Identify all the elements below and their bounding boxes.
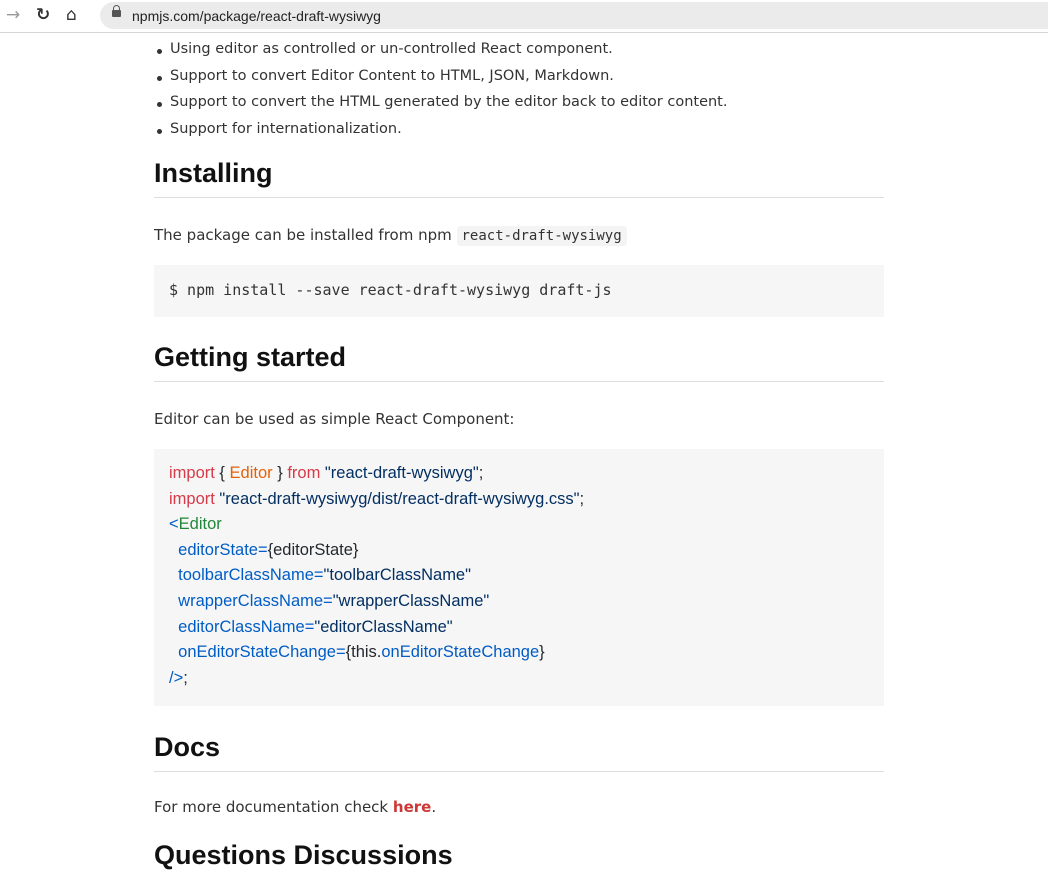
- lock-icon: [112, 10, 121, 17]
- list-item: Using editor as controlled or un-controlled React component.: [154, 41, 727, 68]
- code-token: wrapperClassName=: [169, 591, 333, 610]
- code-line: [169, 512, 869, 538]
- code-token: Editor: [229, 464, 273, 482]
- code-token: ;: [183, 668, 188, 687]
- code-line: [169, 563, 869, 589]
- code-token: />: [169, 668, 184, 687]
- code-token: }: [539, 643, 545, 662]
- package-name: react-draft-wysiwyg: [457, 226, 627, 246]
- code-token: from: [287, 464, 321, 482]
- browser-toolbar: [0, 0, 1048, 33]
- heading-getting-started: Getting started: [154, 342, 884, 382]
- code-token: editorClassName=: [169, 617, 315, 636]
- docs-link[interactable]: here: [392, 798, 432, 816]
- code-token: "react-draft-wysiwyg": [320, 464, 479, 482]
- heading-questions: Questions Discussions: [154, 840, 453, 870]
- code-token: {: [214, 464, 230, 482]
- code-token: {this.: [345, 643, 382, 662]
- code-token: <: [169, 515, 179, 534]
- code-token: onEditorStateChange=: [169, 643, 346, 662]
- code-token: ;: [478, 464, 484, 482]
- install-command: $ npm install --save react-draft-wysiwyg draft-js: [154, 265, 884, 317]
- forward-arrow-icon[interactable]: →: [6, 5, 21, 25]
- code-line: [169, 640, 869, 666]
- code-line: [169, 461, 869, 487]
- url-text: npmjs.com/package/react-draft-wysiwyg: [132, 8, 381, 24]
- heading-installing: Installing: [154, 158, 884, 198]
- docs-suffix: .: [431, 798, 437, 816]
- heading-docs: Docs: [154, 732, 884, 772]
- list-item: Support to convert Editor Content to HTML, JSON, Markdown.: [154, 68, 727, 95]
- code-example: [154, 449, 884, 706]
- install-text-label: The package can be installed from npm: [154, 226, 457, 244]
- code-token: ;: [579, 489, 585, 508]
- code-token: "editorClassName": [314, 617, 453, 636]
- code-token: {editorState}: [267, 540, 359, 559]
- code-line: [169, 666, 869, 692]
- getting-started-text: Editor can be used as simple React Component:: [154, 410, 515, 428]
- docs-text: [154, 798, 436, 816]
- docs-text-label: For more documentation check: [154, 798, 393, 816]
- list-item: Support for internationalization.: [154, 121, 727, 148]
- code-token: "wrapperClassName": [332, 591, 490, 610]
- code-token: Editor: [178, 515, 222, 534]
- install-text: [154, 226, 627, 244]
- code-token: toolbarClassName=: [169, 566, 324, 585]
- code-line: [169, 487, 869, 513]
- code-token: }: [272, 464, 288, 482]
- code-token: "toolbarClassName": [323, 566, 471, 585]
- code-token: editorState=: [169, 540, 268, 559]
- code-token: "react-draft-wysiwyg/dist/react-draft-wysiwyg.css": [214, 489, 580, 508]
- list-item: Support to convert the HTML generated by the editor back to editor content.: [154, 94, 727, 121]
- reload-icon[interactable]: ↻: [36, 5, 51, 25]
- home-icon[interactable]: ⌂: [66, 5, 77, 25]
- code-token: import: [169, 464, 215, 482]
- code-line: [169, 589, 869, 615]
- code-token: import: [169, 489, 215, 508]
- code-line: [169, 615, 869, 641]
- code-line: [169, 538, 869, 564]
- code-token: onEditorStateChange: [381, 643, 540, 662]
- address-bar[interactable]: [100, 2, 1048, 29]
- feature-list: [154, 41, 727, 147]
